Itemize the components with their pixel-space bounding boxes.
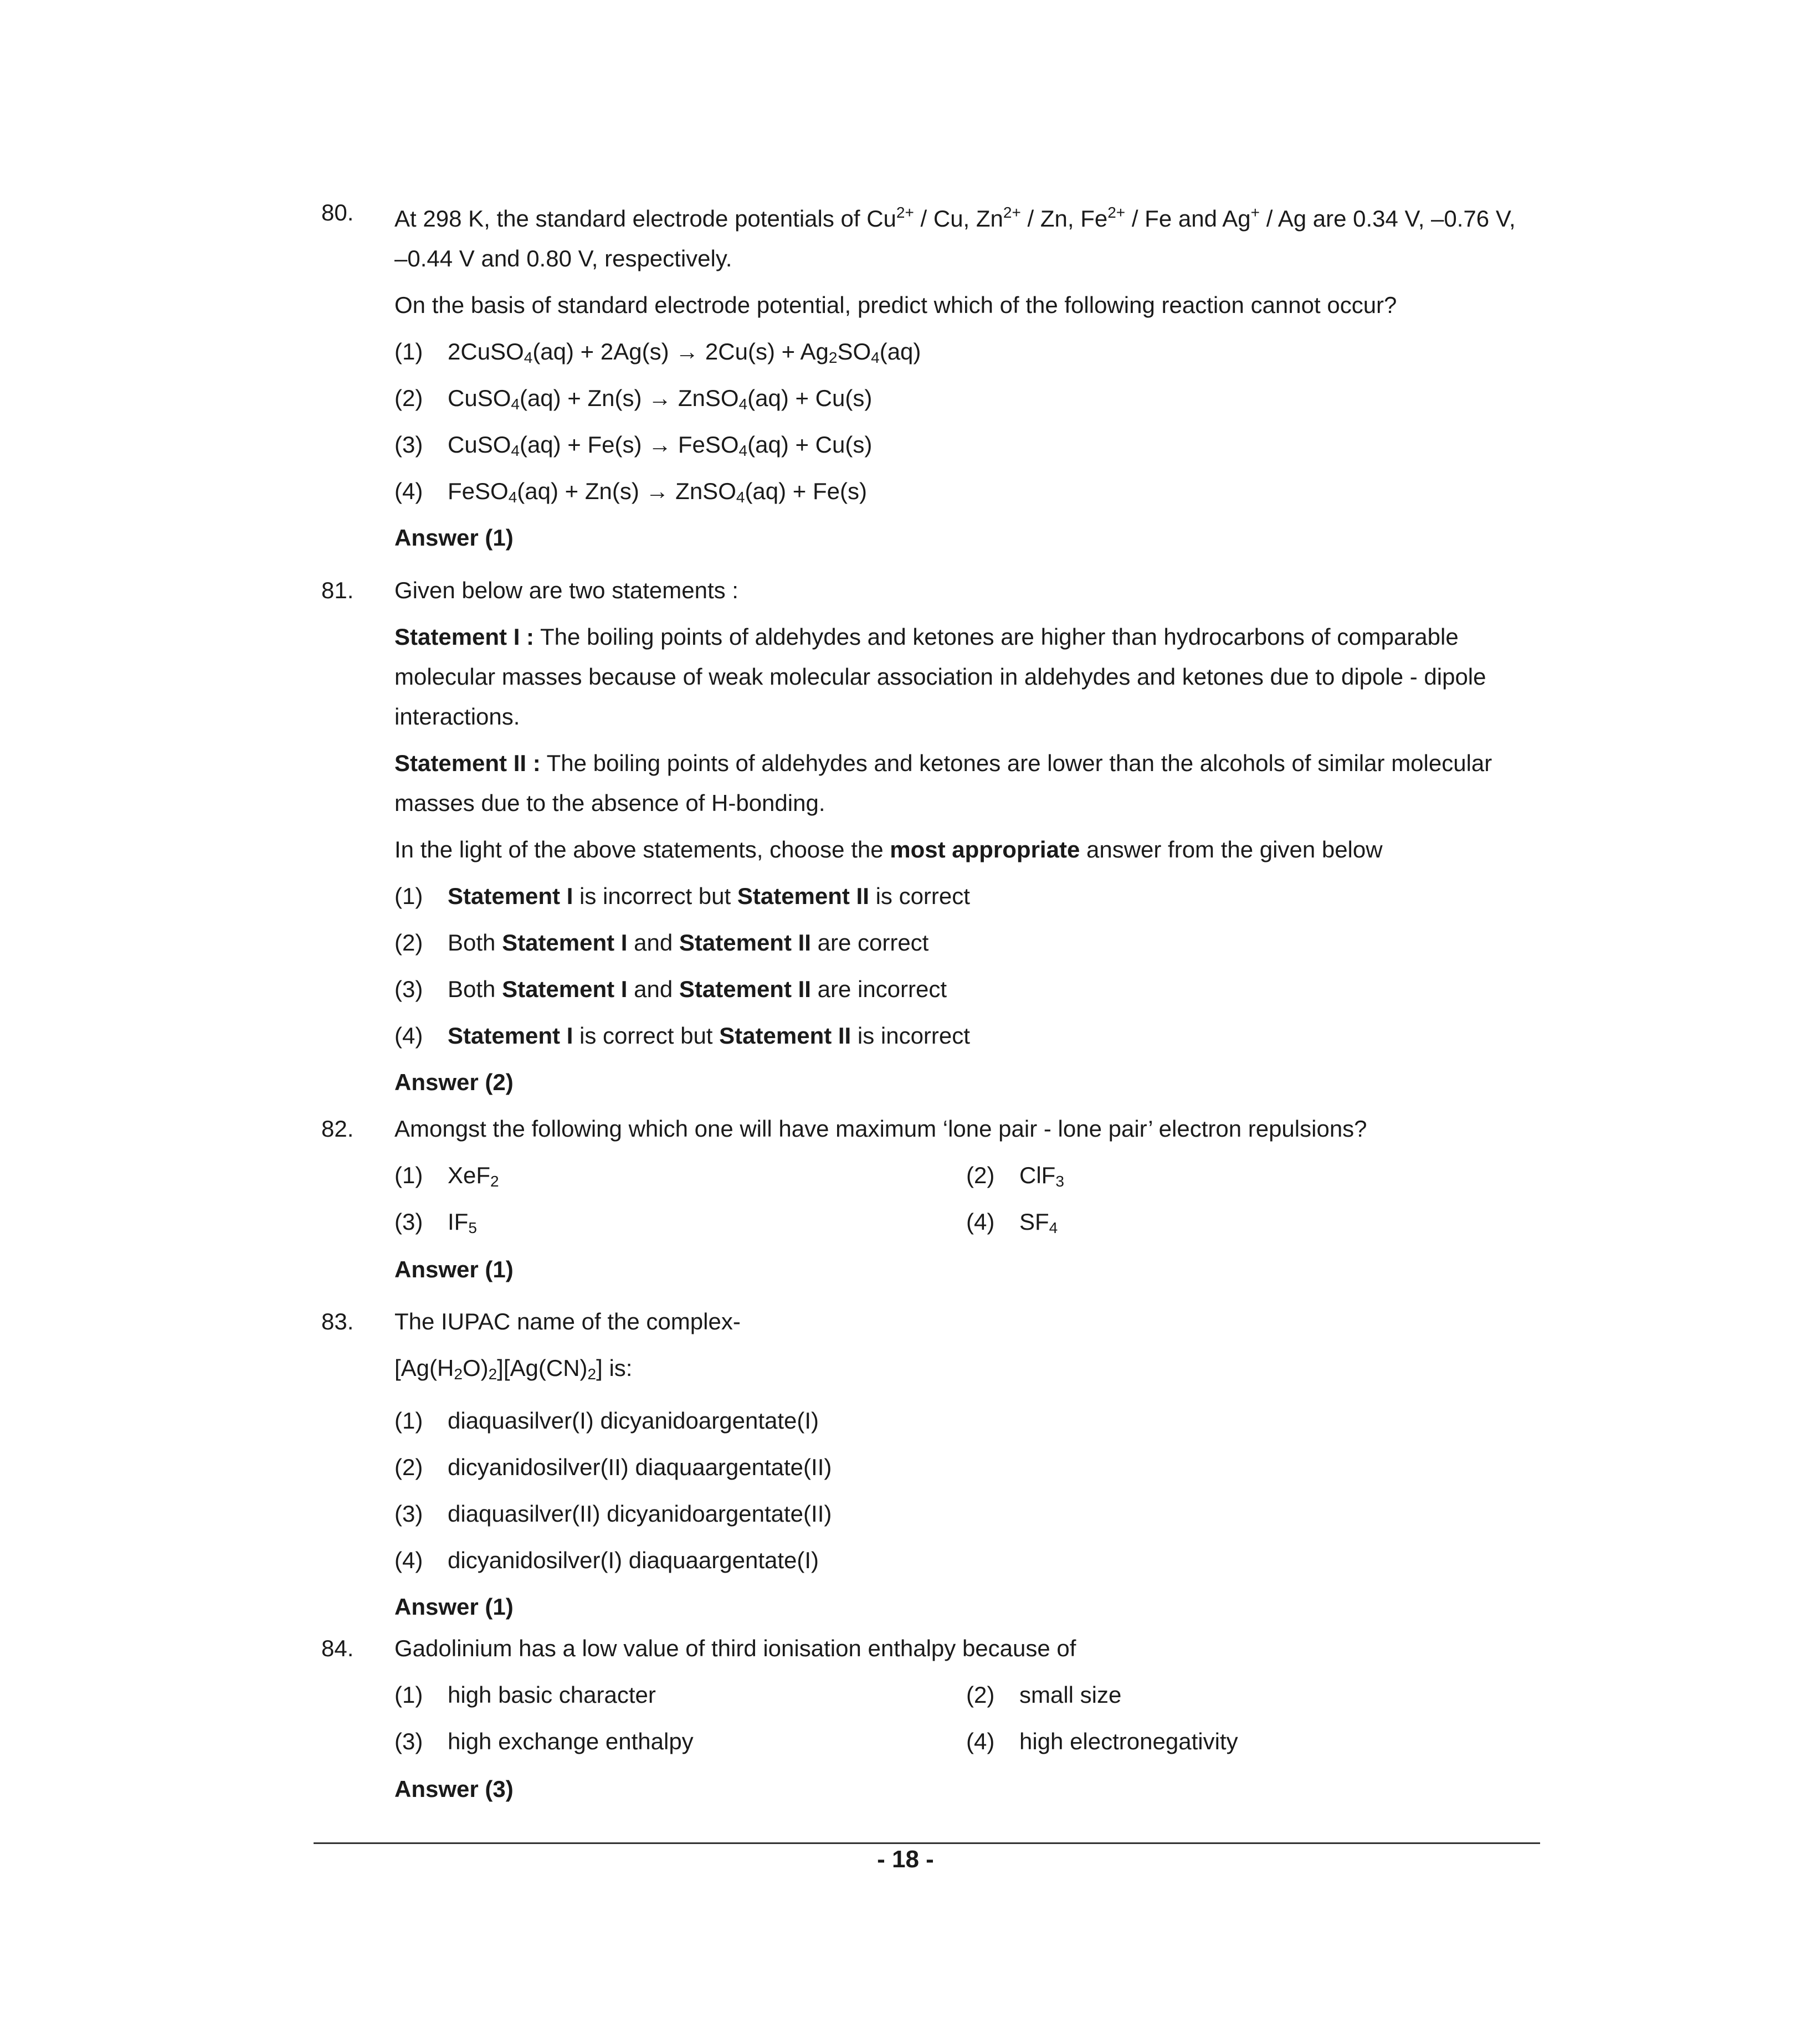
option: (4) Statement I is correct but Statement II is incorrect	[394, 1023, 970, 1049]
statement-1: Statement I : The boiling points of aldehydes and ketones are higher than hydrocarbons of comparable molecular masses because of weak molecular association in aldehydes and ketones due to dipole - dipole interactions.	[394, 624, 1486, 730]
answer: Answer (3)	[394, 1776, 514, 1802]
question-number: 83.	[321, 1308, 354, 1334]
question-intro: Given below are two statements :	[394, 577, 738, 603]
answer: Answer (2)	[394, 1069, 514, 1095]
question-number: 81.	[321, 577, 354, 603]
question-body	[394, 1302, 1535, 1627]
option: (4) high electronegativity	[966, 1728, 1238, 1754]
page-number: - 18 -	[877, 1846, 934, 1873]
complex-formula: $[Ag(H_2O)_2][Ag(CN)_2]$ is:	[394, 1355, 633, 1383]
option: (2) CuSO$_4$(aq) + Zn(s) → ZnSO$_4$(aq) + Cu(s)	[394, 385, 873, 413]
answer: Answer (1)	[394, 525, 514, 551]
question-body	[394, 1109, 1535, 1290]
option: (2) small size	[966, 1682, 1122, 1708]
option: (3) diaquasilver(II) dicyanidoargentate(II)	[394, 1501, 832, 1527]
option: (1) XeF$_2$	[394, 1162, 499, 1190]
statement-2: Statement II : The boiling points of aldehydes and ketones are lower than the alcohols of similar molecular masses due to the absence of H-bonding.	[394, 750, 1492, 816]
option: (2) dicyanidosilver(II) diaquaargentate(II)	[394, 1454, 832, 1480]
answer: Answer (1)	[394, 1594, 514, 1620]
question-text: Amongst the following which one will have maximum ‘lone pair - lone pair’ electron repulsions?	[394, 1116, 1367, 1142]
answer: Answer (1)	[394, 1256, 514, 1282]
option: (1) high basic character	[394, 1682, 656, 1708]
option: (4) dicyanidosilver(I) diaquaargentate(I)	[394, 1547, 819, 1573]
option: (2) Both Statement I and Statement II are correct	[394, 929, 929, 956]
question-number: 84.	[321, 1635, 354, 1661]
option: (1) diaquasilver(I) dicyanidoargentate(I)	[394, 1408, 819, 1434]
option: (3) Both Statement I and Statement II are incorrect	[394, 976, 947, 1002]
footer-divider	[314, 1842, 1540, 1844]
option: (3) $IF_5$	[394, 1209, 477, 1236]
question-text: The IUPAC name of the complex-	[394, 1308, 741, 1334]
question-instruction: In the light of the above statements, choose the most appropriate answer from the given below	[394, 836, 1383, 862]
option: (1) 2CuSO$_4$(aq) + $2Ag(s) \to 2Cu(s) + Ag_2SO_4(aq)$	[394, 338, 921, 366]
question-text: Gadolinium has a low value of third ionisation enthalpy because of	[394, 1635, 1076, 1661]
option: (3) high exchange enthalpy	[394, 1728, 694, 1754]
option-row	[394, 1155, 1535, 1202]
option: (1) Statement I is incorrect but Statement II is correct	[394, 883, 970, 909]
question-instruction: On the basis of standard electrode potential, predict which of the following reaction cannot occur?	[394, 292, 1397, 318]
option-row	[394, 1675, 1535, 1722]
question-number: 82.	[321, 1116, 354, 1142]
option-row	[394, 1722, 1535, 1768]
question-number: 80.	[321, 199, 354, 225]
option-row	[394, 1202, 1535, 1249]
question-body	[394, 571, 1535, 1102]
option: (3) CuSO$_4$(aq) + Fe(s) → FeSO$_4$(aq) + Cu(s)	[394, 432, 873, 459]
question-body	[394, 1629, 1535, 1809]
option: (2) ClF$_3$	[966, 1162, 1064, 1190]
option: (4) $SF_4$	[966, 1209, 1058, 1236]
question-text: At 298 K, the standard electrode potentials of $Cu^{2+}$ / Cu, $Zn^{2+}$ / Zn, $Fe^{2+}$ / Fe and Ag+ / Ag are 0.34 V, –0.76 V, –0.44 V and 0.80 V, respectively.	[394, 204, 1516, 271]
question-body	[394, 193, 1535, 558]
option: (4) FeSO$_4$(aq) + Zn(s) → ZnSO$_4$(aq) + Fe(s)	[394, 478, 867, 506]
